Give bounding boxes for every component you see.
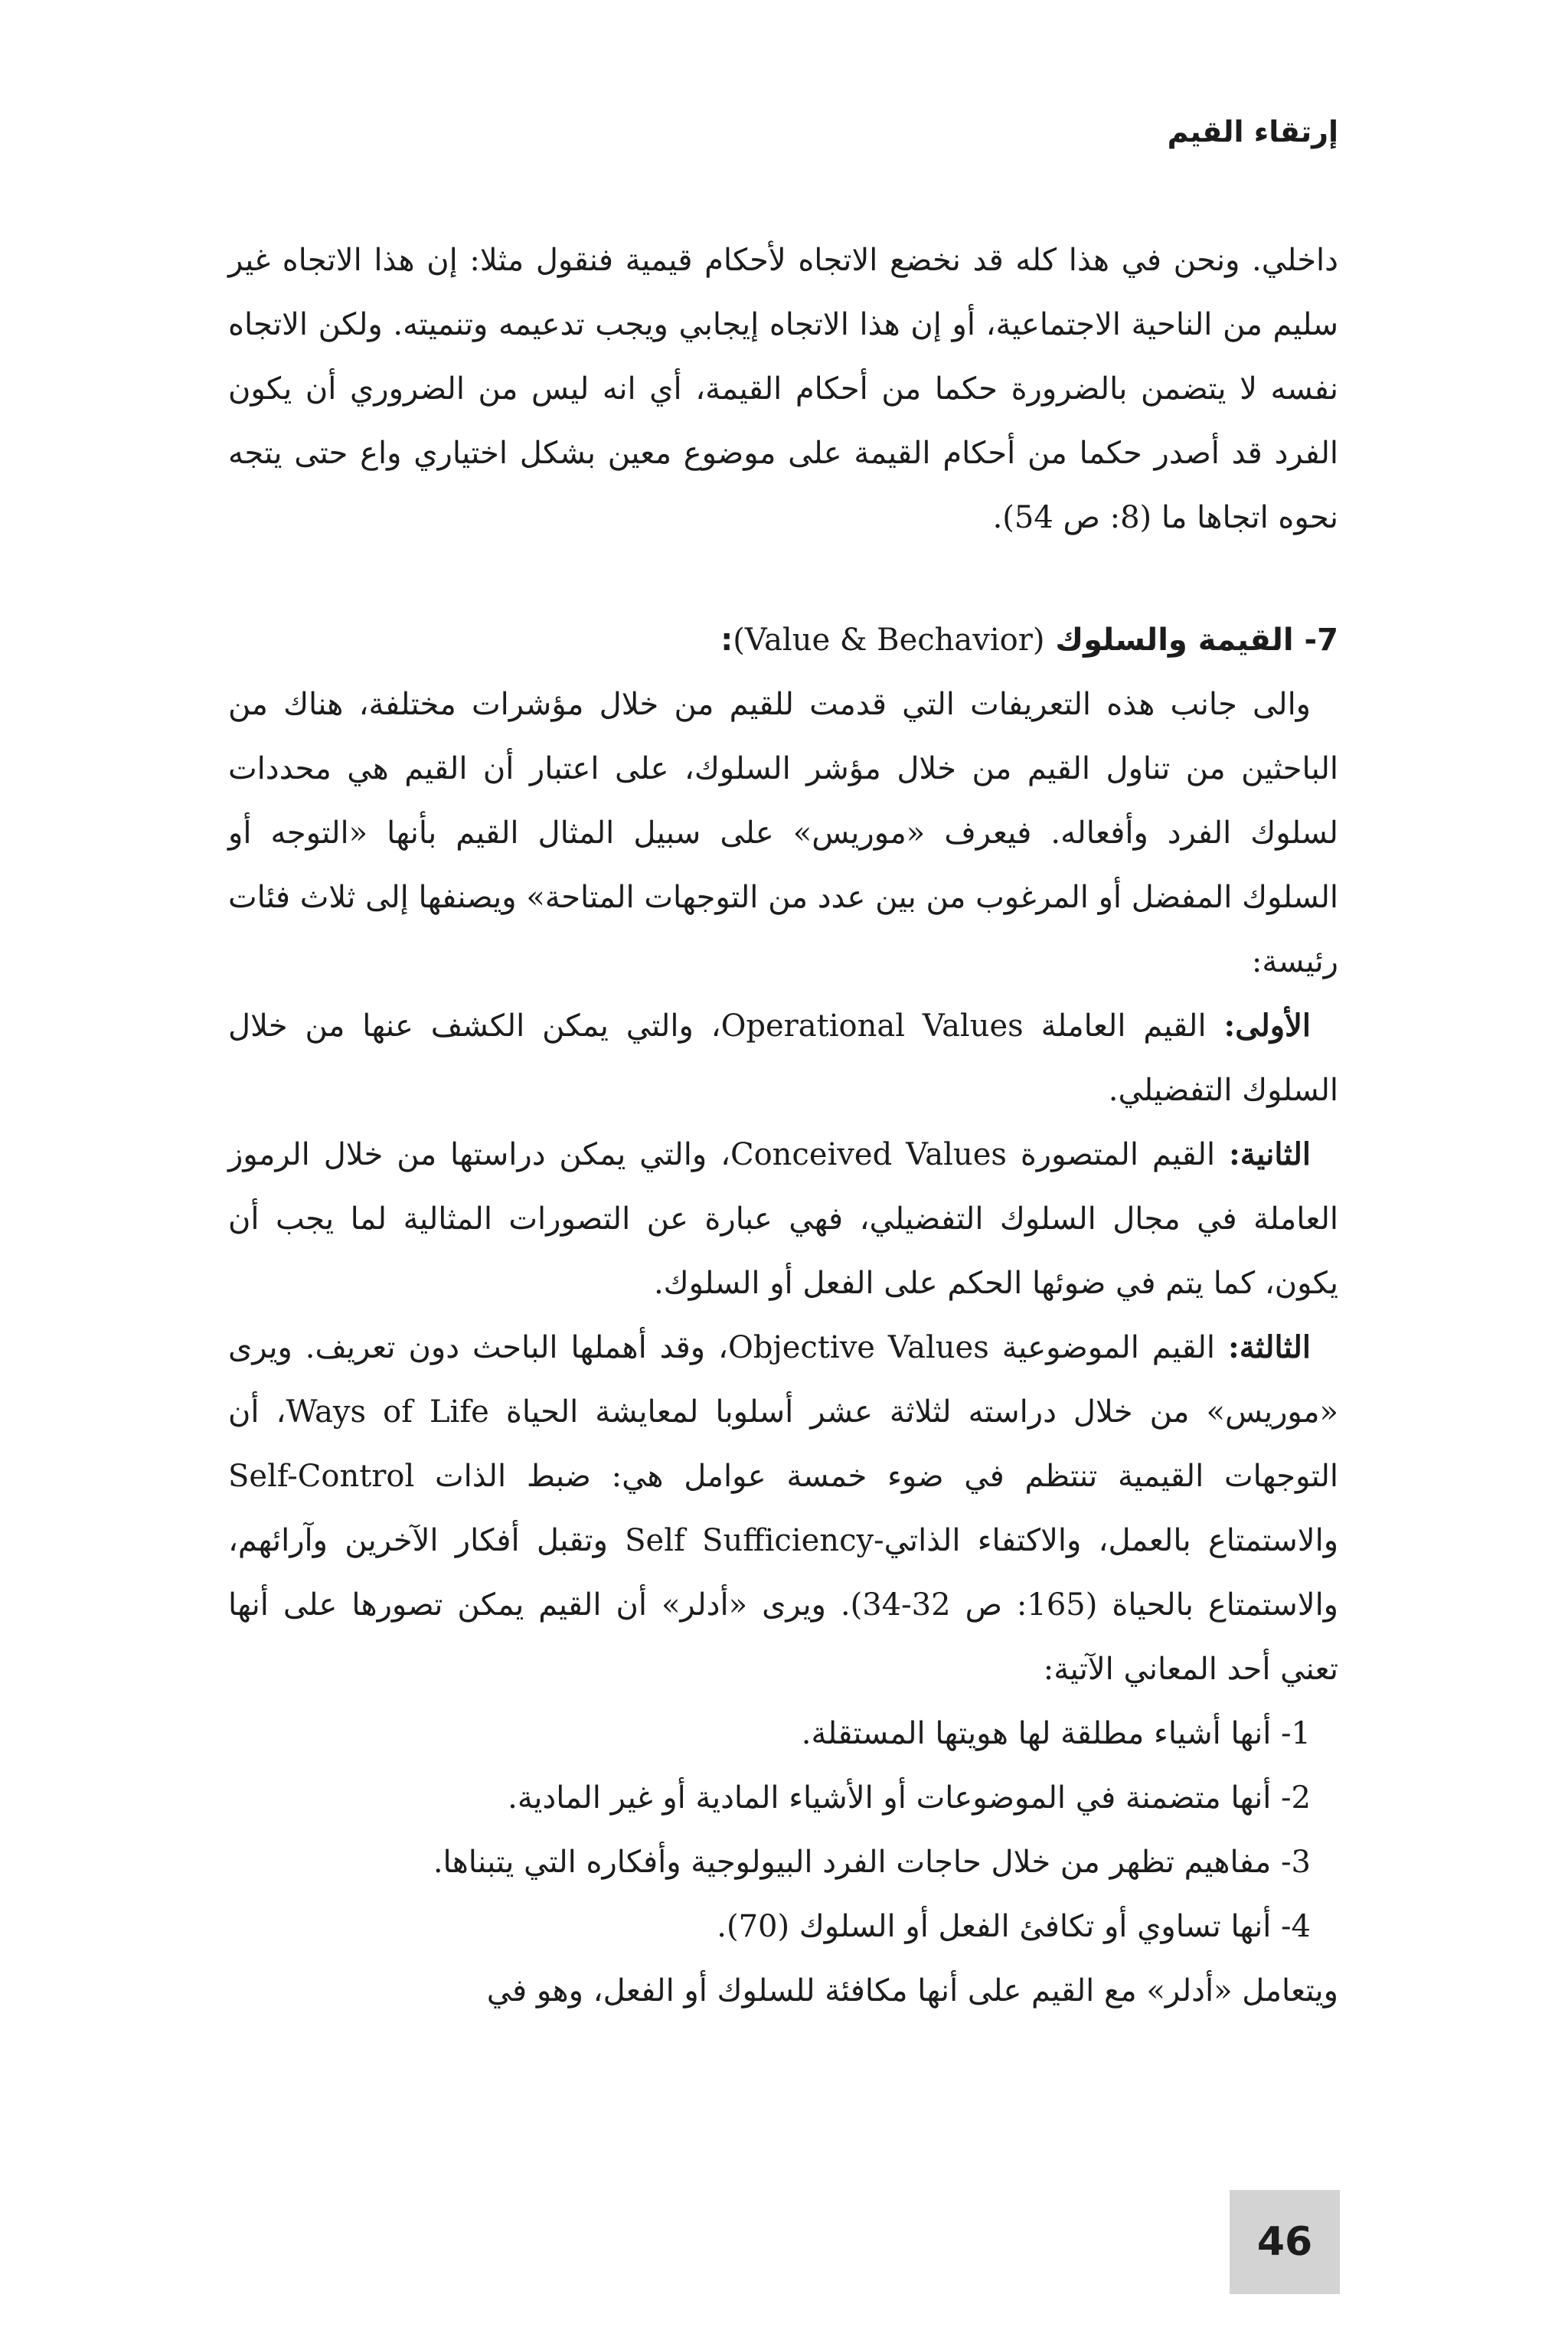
section-heading-arabic: 7- القيمة والسلوك (1055, 623, 1338, 658)
section-heading-english: (Value & Bechavior) (733, 623, 1045, 658)
section-heading (228, 608, 1338, 672)
page-number: 46 (1230, 2190, 1340, 2294)
paragraph-definitions: والى جانب هذه التعريفات التي قدمت للقيم من خلال مؤشرات مختلفة، هناك من الباحثين من تناول القيم من خلال مؤشر السلوك، على اعتبار أن القيم هي محددات لسلوك الفرد وأفعاله. فيعرف «موريس» على سبيل المثال القيم بأنها «التوجه أو السلوك المفضل أو المرغوب من بين عدد من التوجهات المتاحة» ويصنفها إلى ثلاث فئات رئيسة: (228, 687, 1338, 979)
paragraph-first-category (228, 994, 1338, 1123)
paragraph-third-category (228, 1316, 1338, 1701)
list-item: 4- أنها تساوي أو تكافئ الفعل أو السلوك (70). (717, 1909, 1311, 1944)
text-first: القيم العاملة Operational Values، والتي يمكن الكشف عنها من خلال السلوك التفضيلي. (228, 1008, 1338, 1108)
list-item: 3- مفاهيم تظهر من خلال حاجات الفرد البيولوجية وأفكاره التي يتبناها. (433, 1845, 1311, 1880)
label-second: الثانية: (1229, 1136, 1311, 1172)
label-first: الأولى: (1223, 1008, 1312, 1044)
list-item: 2- أنها متضمنة في الموضوعات أو الأشياء المادية أو غير المادية. (508, 1780, 1311, 1816)
text-third: القيم الموضوعية Objective Values، وقد أهملها الباحث دون تعريف. ويرى «موريس» من خلال دراسته لثلاثة عشر أسلوبا لمعايشة الحياة Ways of Life، أن التوجهات القيمية تنتظم في ضوء خمسة عوامل هي: ضبط الذات Self-Control والاستمتاع بالعمل، والاكتفاء الذاتي-Self Sufficiency وتقبل أفكار الآخرين وآرائهم، والاستمتاع بالحياة (165: ص 32-34). ويرى «أدلر» أن القيم يمكن تصورها على أنها تعني أحد المعاني الآتية: (228, 1330, 1339, 1687)
section-heading-colon: : (720, 623, 733, 658)
list-item: 1- أنها أشياء مطلقة لها هويتها المستقلة. (801, 1716, 1311, 1751)
running-head: إرتقاء القيم (1167, 115, 1338, 149)
page-body (228, 228, 1338, 2023)
paragraph-intro: داخلي. ونحن في هذا كله قد نخضع الاتجاه لأحكام قيمية فنقول مثلا: إن هذا الاتجاه غير سليم من الناحية الاجتماعية، أو إن هذا الاتجاه إيجابي ويجب تدعيمه وتنميته. ولكن الاتجاه نفسه لا يتضمن بالضرورة حكما من أحكام القيمة، أي انه ليس من الضروري أن يكون الفرد قد أصدر حكما من أحكام القيمة على موضوع معين بشكل اختياري واع حتى يتجه نحوه اتجاها ما (8: ص 54). (228, 243, 1338, 535)
text-second: القيم المتصورة Conceived Values، والتي يمكن دراستها من خلال الرموز العاملة في مجال السلوك التفضيلي، فهي عبارة عن التصورات المثالية لما يجب أن يكون، كما يتم في ضوئها الحكم على الفعل أو السلوك. (228, 1137, 1338, 1301)
paragraph-second-category (228, 1123, 1338, 1316)
label-third: الثالثة: (1227, 1329, 1311, 1365)
paragraph-adler: ويتعامل «أدلر» مع القيم على أنها مكافئة للسلوك أو الفعل، وهو في (486, 1973, 1338, 2008)
